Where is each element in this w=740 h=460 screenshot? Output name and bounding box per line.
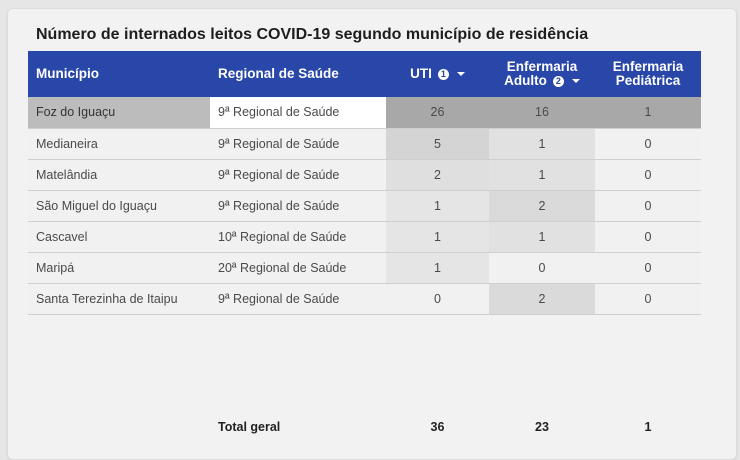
header-label: UTI xyxy=(410,66,432,81)
header-uti[interactable] xyxy=(386,51,489,97)
cell-uti: 2 xyxy=(386,159,489,190)
cell-municipio: Maripá xyxy=(28,252,210,283)
cell-municipio: Medianeira xyxy=(28,128,210,159)
cell-pediatrica: 0 xyxy=(595,128,701,159)
header-label: Regional de Saúde xyxy=(218,66,339,81)
cell-uti: 26 xyxy=(386,97,489,128)
header-label: Pediátrica xyxy=(615,73,681,88)
cell-regional: 10ª Regional de Saúde xyxy=(210,221,386,252)
cell-municipio: Foz do Iguaçu xyxy=(28,97,210,128)
cell-pediatrica: 0 xyxy=(595,159,701,190)
cell-pediatrica: 0 xyxy=(595,190,701,221)
cell-uti: 0 xyxy=(386,283,489,314)
cell-uti: 5 xyxy=(386,128,489,159)
table-row[interactable] xyxy=(28,159,701,190)
table-row[interactable] xyxy=(28,97,701,128)
sort-desc-icon xyxy=(457,72,465,76)
header-regional[interactable] xyxy=(210,51,386,97)
cell-uti: 1 xyxy=(386,190,489,221)
total-pediatrica: 1 xyxy=(644,420,652,434)
cell-regional: 9ª Regional de Saúde xyxy=(210,97,386,128)
empty-area xyxy=(28,314,701,412)
cell-empty xyxy=(28,412,210,442)
cell-regional: 9ª Regional de Saúde xyxy=(210,283,386,314)
cell-uti: 1 xyxy=(386,252,489,283)
header-label: Município xyxy=(36,66,99,81)
totals-row xyxy=(28,412,701,442)
cell-pediatrica: 0 xyxy=(595,283,701,314)
cell-uti: 1 xyxy=(386,221,489,252)
info-icon[interactable]: 2 xyxy=(553,76,564,87)
table-row[interactable] xyxy=(28,252,701,283)
cell-adulto: 1 xyxy=(489,221,595,252)
table-row[interactable] xyxy=(28,190,701,221)
page-title: Número de internados leitos COVID-19 segundo município de residência xyxy=(36,26,589,43)
cell-adulto: 2 xyxy=(489,190,595,221)
cell-adulto: 1 xyxy=(489,128,595,159)
table-row[interactable] xyxy=(28,128,701,159)
cell-municipio: Matelândia xyxy=(28,159,210,190)
cell-adulto: 16 xyxy=(489,97,595,128)
header-enfermaria-adulto[interactable] xyxy=(489,51,595,97)
info-icon[interactable]: 1 xyxy=(438,69,449,80)
header-label: Adulto xyxy=(504,73,547,88)
cell-pediatrica: 0 xyxy=(595,252,701,283)
table-header-row xyxy=(28,51,701,97)
cell-pediatrica: 1 xyxy=(595,97,701,128)
header-municipio[interactable] xyxy=(28,51,210,97)
cell-pediatrica: 0 xyxy=(595,221,701,252)
total-adulto: 23 xyxy=(535,420,549,434)
cell-adulto: 2 xyxy=(489,283,595,314)
cell-municipio: Cascavel xyxy=(28,221,210,252)
table-row[interactable] xyxy=(28,283,701,314)
cell-adulto: 0 xyxy=(489,252,595,283)
header-label: Enfermaria xyxy=(506,59,578,74)
sort-desc-icon xyxy=(572,79,580,83)
table-row[interactable] xyxy=(28,221,701,252)
header-enfermaria-pediatrica[interactable] xyxy=(595,51,701,97)
header-label: Enfermaria xyxy=(612,59,684,74)
cell-regional: 9ª Regional de Saúde xyxy=(210,159,386,190)
cell-regional: 9ª Regional de Saúde xyxy=(210,190,386,221)
data-table xyxy=(28,51,701,442)
cell-regional: 9ª Regional de Saúde xyxy=(210,128,386,159)
totals-label: Total geral xyxy=(218,420,281,434)
total-uti: 36 xyxy=(430,420,445,434)
cell-adulto: 1 xyxy=(489,159,595,190)
cell-municipio: Santa Terezinha de Itaipu xyxy=(28,283,210,314)
cell-regional: 20ª Regional de Saúde xyxy=(210,252,386,283)
cell-municipio: São Miguel do Iguaçu xyxy=(28,190,210,221)
